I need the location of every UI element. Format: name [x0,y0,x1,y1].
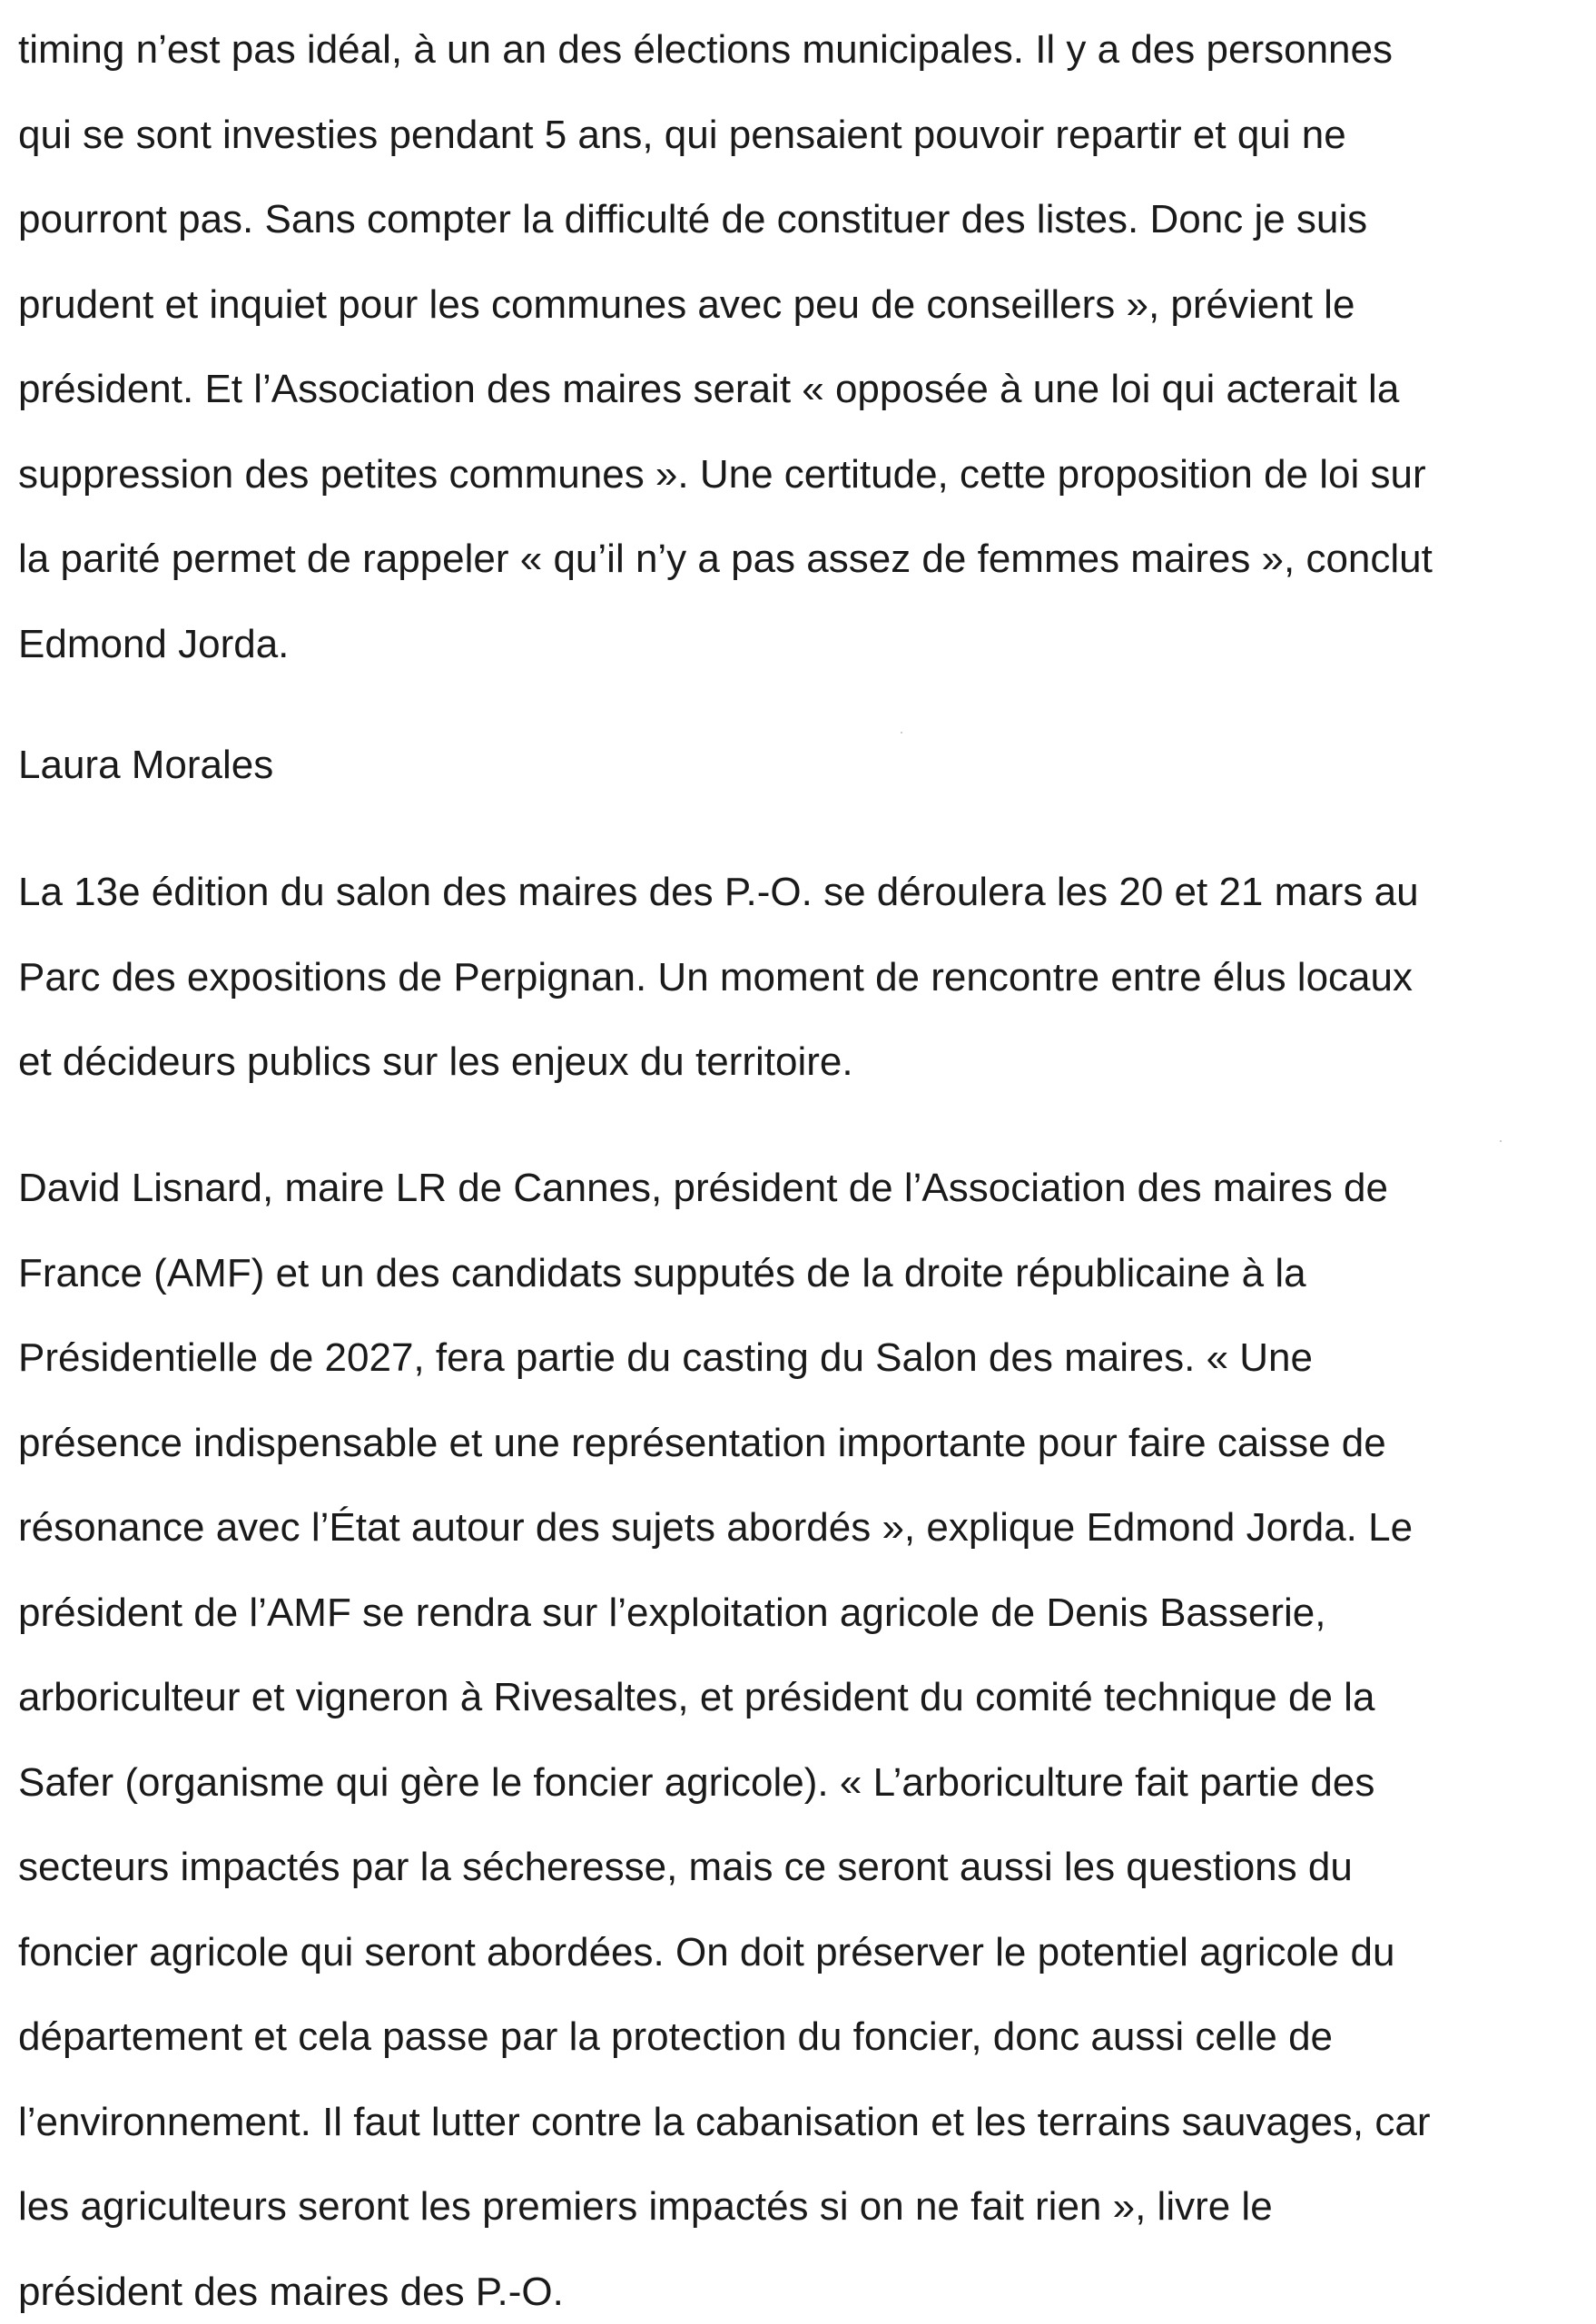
paragraph-line: Parc des expositions de Perpignan. Un moment de rencontre entre élus locaux [18,954,1413,1000]
paragraph-line: les agriculteurs seront les premiers impactés si on ne fait rien », livre le [18,2184,1273,2229]
paragraph-line: suppression des petites communes ». Une certitude, cette proposition de loi sur [18,451,1426,497]
paragraph-line: présence indispensable et une représentation importante pour faire caisse de [18,1420,1386,1465]
paragraph-line: Edmond Jorda. [18,621,290,666]
byline-text: Laura Morales [18,743,274,787]
paragraph-line: La 13e édition du salon des maires des P.-O. se déroulera les 20 et 21 mars au [18,870,1419,914]
paragraph-line: foncier agricole qui seront abordées. On doit préserver le potentiel agricole du [18,1929,1395,1974]
paragraph-line: département et cela passe par la protection du foncier, donc aussi celle de [18,2014,1334,2059]
paragraph-line: l’environnement. Il faut lutter contre la cabanisation et les terrains sauvages, car [18,2099,1431,2144]
scan-speck [901,732,902,734]
paragraph-line: qui se sont investies pendant 5 ans, qui pensaient pouvoir repartir et qui ne [18,112,1346,157]
paragraph-line: et décideurs publics sur les enjeux du territoire. [18,1039,853,1084]
continuation-paragraph [18,7,1587,686]
paragraph-line: secteurs impactés par la sécheresse, mais ce seront aussi les questions du [18,1845,1353,1889]
paragraph-line: arboriculteur et vigneron à Rivesaltes, et président du comité technique de la [18,1675,1375,1719]
paragraph-line: Safer (organisme qui gère le foncier agricole). « L’arboriculture fait partie des [18,1759,1375,1805]
paragraph-line: David Lisnard, maire LR de Cannes, président de l’Association des maires de [18,1166,1388,1210]
paragraph-line: la parité permet de rappeler « qu’il n’y a pas assez de femmes maires », conclut [18,537,1433,581]
paragraph-line: président de l’AMF se rendra sur l’exploitation agricole de Denis Basserie, [18,1590,1326,1635]
paragraph-line: président des maires des P.-O. [18,2269,564,2314]
paragraph-line: pourront pas. Sans compter la difficulté de constituer des listes. Donc je suis [18,197,1368,241]
paragraph-line: Présidentielle de 2027, fera partie du casting du Salon des maires. « Une [18,1335,1313,1380]
paragraph-line: timing n’est pas idéal, à un an des élections municipales. Il y a des personnes [18,27,1393,72]
lisnard-paragraph [18,1146,1587,2324]
paragraph-line: président. Et l’Association des maires serait « opposée à une loi qui acterait la [18,367,1400,411]
byline [18,723,1587,808]
salon-paragraph [18,850,1587,1105]
scan-speck [1500,1140,1502,1142]
paragraph-line: France (AMF) et un des candidats supputés de la droite républicaine à la [18,1250,1306,1295]
paragraph-line: résonance avec l’État autour des sujets abordés », explique Edmond Jorda. Le [18,1505,1414,1550]
paragraph-line: prudent et inquiet pour les communes avec peu de conseillers », prévient le [18,281,1355,327]
